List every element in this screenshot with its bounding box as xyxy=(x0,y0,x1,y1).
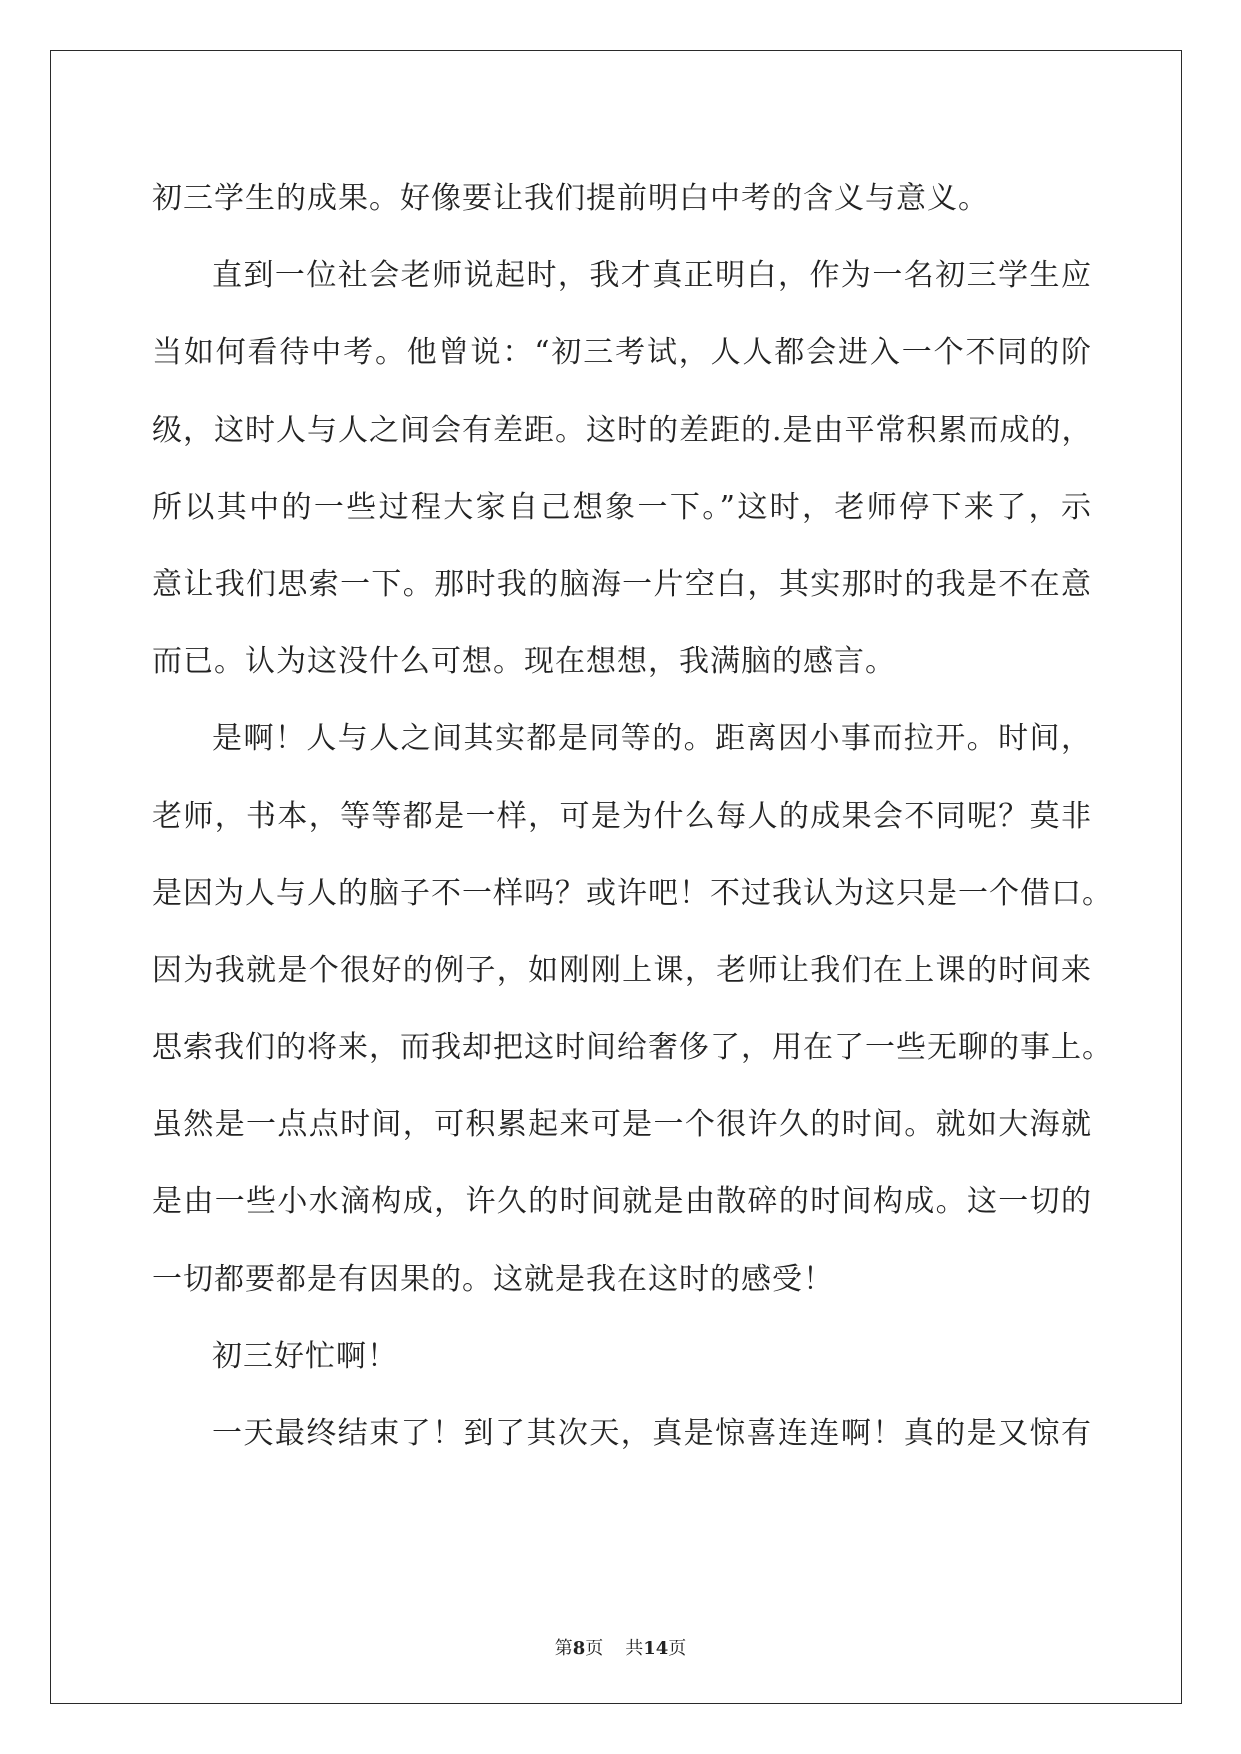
page-footer xyxy=(0,1637,1241,1661)
text-line: 初三好忙啊！ xyxy=(212,1338,398,1374)
text-line: 当如何看待中考。他曾说：“初三考试，人人都会进入一个不同的阶 xyxy=(152,335,1092,371)
text-line: 意让我们思索一下。那时我的脑海一片空白，其实那时的我是不在意 xyxy=(152,566,1092,602)
text-line: 所以其中的一些过程大家自己想象一下。”这时，老师停下来了，示 xyxy=(152,489,1092,525)
text-line: 思索我们的将来，而我却把这时间给奢侈了，用在了一些无聊的事上。 xyxy=(152,1030,1113,1066)
text-line: 一切都要都是有因果的。这就是我在这时的感受！ xyxy=(152,1261,834,1297)
total-prefix: 共 xyxy=(625,1638,644,1659)
text-line: 初三学生的成果。好像要让我们提前明白中考的含义与意义。 xyxy=(152,181,989,216)
page-prefix: 第 xyxy=(554,1638,573,1659)
total-suffix: 页 xyxy=(668,1638,687,1659)
text-line: 是由一些小水滴构成，许久的时间就是由散碎的时间构成。这一切的 xyxy=(152,1184,1092,1220)
text-line: 因为我就是个很好的例子，如刚刚上课，老师让我们在上课的时间来 xyxy=(152,952,1092,988)
document-body xyxy=(152,160,1113,1472)
text-line: 虽然是一点点时间，可积累起来可是一个很许久的时间。就如大海就 xyxy=(152,1107,1092,1143)
page-number: 8 xyxy=(572,1638,586,1659)
text-line: 是因为人与人的脑子不一样吗？或许吧！不过我认为这只是一个借口。 xyxy=(152,875,1113,911)
text-line: 级，这时人与人之间会有差距。这时的差距的.是由平常积累而成的， xyxy=(152,412,1093,448)
text-line: 是啊！人与人之间其实都是同等的。距离因小事而拉开。时间， xyxy=(212,721,1092,757)
text-line: 而已。认为这没什么可想。现在想想，我满脑的感言。 xyxy=(152,644,896,680)
text-line: 老师，书本，等等都是一样，可是为什么每人的成果会不同呢？莫非 xyxy=(152,798,1092,834)
page-suffix: 页 xyxy=(585,1638,604,1659)
text-line: 直到一位社会老师说起时，我才真正明白，作为一名初三学生应 xyxy=(212,258,1092,294)
total-pages: 14 xyxy=(643,1638,669,1659)
text-line: 一天最终结束了！到了其次天，真是惊喜连连啊！真的是又惊有 xyxy=(212,1416,1092,1451)
